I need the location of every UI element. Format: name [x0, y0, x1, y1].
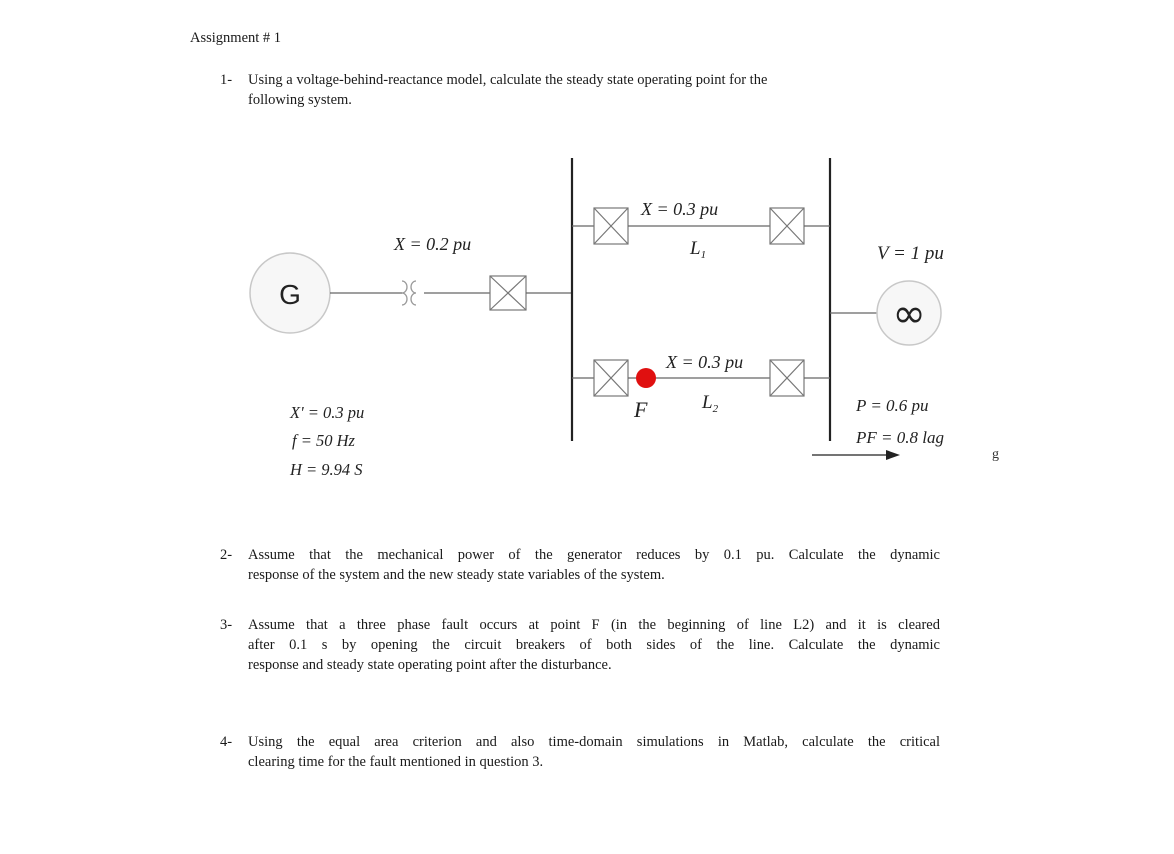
power-flow-arrow-head: [886, 450, 900, 460]
generator-label: G: [279, 279, 301, 310]
question-4: [220, 732, 940, 776]
power-delivered-label: P = 0.6 pu: [856, 396, 929, 415]
gen-inertia-label: H = 9.94 S: [290, 460, 363, 479]
line2-reactance-label: X = 0.3 pu: [666, 352, 744, 372]
question-2-number: 2-: [220, 547, 233, 563]
question-3-line-3: response and steady state operating point after the disturbance.: [248, 657, 612, 673]
question-4-line-2: clearing time for the fault mentioned in question 3.: [248, 754, 544, 770]
question-3: [220, 615, 940, 679]
question-2-line-1: Assume that the mechanical power of the generator reduces by 0.1 pu. Calculate the dynamic: [248, 547, 940, 563]
stray-mark: g: [992, 447, 999, 462]
question-4-line-1: Using the equal area criterion and also time-domain simulations in Matlab, calculate the critical: [248, 734, 940, 750]
fault-point-marker: [636, 368, 656, 388]
line1-reactance-label: X = 0.3 pu: [641, 199, 719, 219]
infinite-bus-voltage-label: V = 1 pu: [877, 243, 944, 264]
question-3-line-2: after 0.1 s by opening the circuit breakers of both sides of the line. Calculate the dynamic: [248, 637, 940, 653]
power-factor-label: PF = 0.8 lag: [856, 428, 944, 447]
question-2: [220, 545, 940, 589]
gen-frequency-label: f = 50 Hz: [292, 431, 355, 450]
breaker-generator-icon: [490, 276, 526, 310]
fault-label: F: [634, 397, 648, 422]
line2-name-label: $L_2$: [702, 392, 719, 415]
question-1-number: 1-: [220, 72, 233, 88]
question-3-number: 3-: [220, 617, 233, 633]
question-3-line-1: Assume that a three phase fault occurs at point F (in the beginning of line L2) and it is cleared: [248, 617, 940, 633]
line1-name-label: $L_1$: [690, 238, 707, 261]
question-1-line-2: following system.: [248, 92, 352, 108]
breaker-line1-right-icon: [770, 208, 804, 244]
breaker-line1-left-icon: [594, 208, 628, 244]
question-4-number: 4-: [220, 734, 233, 750]
transformer-icon: [402, 281, 416, 305]
question-1-line-1: Using a voltage-behind-reactance model, calculate the steady state operating point for the: [248, 72, 768, 88]
gen-transient-reactance-label: X' = 0.3 pu: [290, 403, 365, 422]
breaker-line2-left-icon: [594, 360, 628, 396]
breaker-line2-right-icon: [770, 360, 804, 396]
assignment-title: Assignment # 1: [190, 30, 282, 46]
infinite-bus-symbol: ∞: [892, 291, 926, 337]
question-2-line-2: response of the system and the new steady state variables of the system.: [248, 567, 665, 583]
transformer-reactance-label: X = 0.2 pu: [394, 234, 472, 254]
